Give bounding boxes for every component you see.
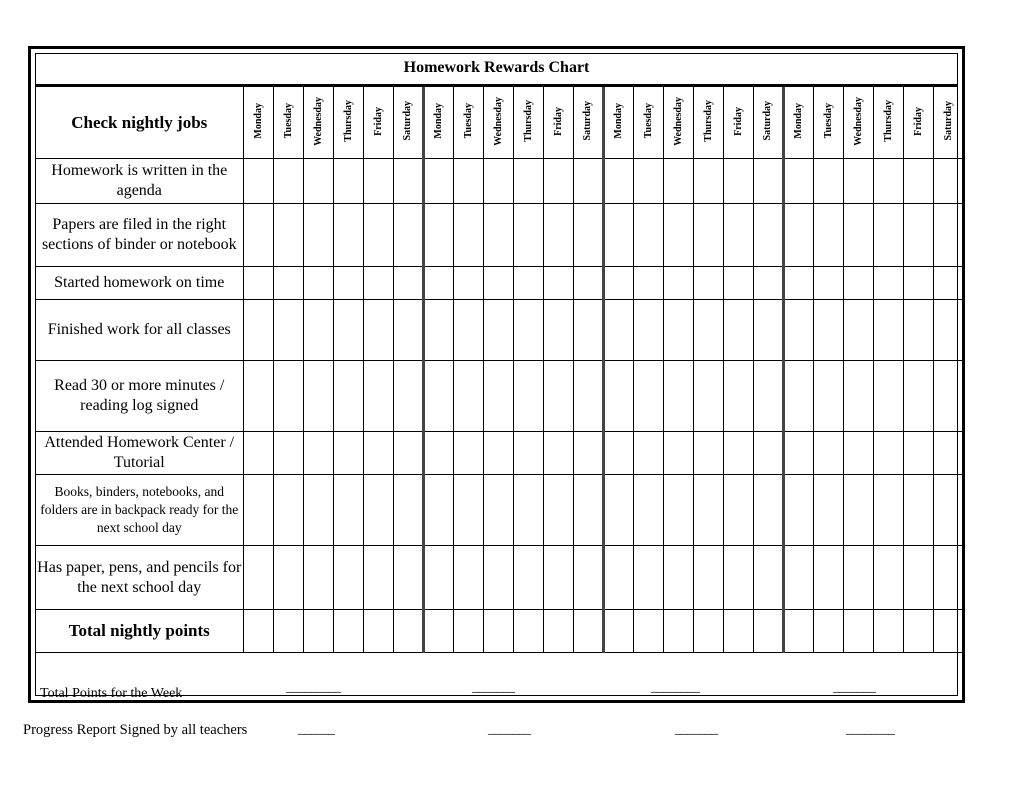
day-header-label: Monday <box>252 103 264 139</box>
check-cell[interactable] <box>243 432 273 475</box>
week-4-total-blank[interactable]: _______ <box>833 680 875 695</box>
day-header-label: Friday <box>732 106 744 136</box>
day-header-week3-monday <box>603 87 633 159</box>
check-cell[interactable] <box>783 204 813 267</box>
day-header-week2-friday <box>543 87 573 159</box>
check-cell[interactable] <box>783 475 813 546</box>
check-cell[interactable] <box>363 159 393 204</box>
check-cell[interactable] <box>903 546 933 610</box>
job-row <box>36 159 963 204</box>
check-cell[interactable] <box>303 475 333 546</box>
check-cell[interactable] <box>663 204 693 267</box>
check-cell[interactable] <box>843 475 873 546</box>
check-cell[interactable] <box>423 204 453 267</box>
check-cell[interactable] <box>753 361 783 432</box>
check-cell[interactable] <box>783 361 813 432</box>
check-cell[interactable] <box>543 204 573 267</box>
check-cell[interactable] <box>513 361 543 432</box>
chart-title: Homework Rewards Chart <box>36 54 957 87</box>
check-cell[interactable] <box>513 546 543 610</box>
check-cell[interactable] <box>813 475 843 546</box>
check-cell[interactable] <box>333 361 363 432</box>
check-cell[interactable] <box>483 204 513 267</box>
day-header-label: Tuesday <box>462 103 474 139</box>
check-cell[interactable] <box>513 300 543 361</box>
check-cell[interactable] <box>813 204 843 267</box>
check-cell[interactable] <box>723 204 753 267</box>
job-label: Books, binders, notebooks, and folders are in backpack ready for the next school day <box>36 475 243 546</box>
check-cell[interactable] <box>513 204 543 267</box>
check-cell[interactable] <box>273 610 303 653</box>
check-cell[interactable] <box>273 204 303 267</box>
check-cell[interactable] <box>573 361 603 432</box>
check-cell[interactable] <box>693 204 723 267</box>
check-cell[interactable] <box>243 475 273 546</box>
check-cell[interactable] <box>603 610 633 653</box>
check-cell[interactable] <box>243 267 273 300</box>
check-cell[interactable] <box>723 475 753 546</box>
check-cell[interactable] <box>513 610 543 653</box>
job-row <box>36 300 963 361</box>
day-header-row <box>36 87 963 159</box>
check-cell[interactable] <box>453 610 483 653</box>
check-cell[interactable] <box>933 546 963 610</box>
check-cell[interactable] <box>603 300 633 361</box>
check-cell[interactable] <box>333 432 363 475</box>
check-cell[interactable] <box>723 610 753 653</box>
check-cell[interactable] <box>483 610 513 653</box>
day-header-week4-saturday <box>933 87 963 159</box>
week-3-progress-blank[interactable]: _______ <box>675 722 717 737</box>
check-cell[interactable] <box>363 361 393 432</box>
check-cell[interactable] <box>423 267 453 300</box>
check-cell[interactable] <box>663 361 693 432</box>
check-cell[interactable] <box>603 204 633 267</box>
day-header-label: Monday <box>433 103 444 139</box>
check-cell[interactable] <box>303 546 333 610</box>
day-header-week3-friday <box>723 87 753 159</box>
check-cell[interactable] <box>453 475 483 546</box>
check-cell[interactable] <box>333 204 363 267</box>
check-cell[interactable] <box>243 204 273 267</box>
check-cell[interactable] <box>273 300 303 361</box>
check-cell[interactable] <box>903 204 933 267</box>
job-row <box>36 546 963 610</box>
day-header-week3-wednesday <box>663 87 693 159</box>
day-header-label: Friday <box>552 106 564 136</box>
check-cell[interactable] <box>453 432 483 475</box>
check-cell[interactable] <box>303 267 333 300</box>
check-cell[interactable] <box>273 361 303 432</box>
check-cell[interactable] <box>813 361 843 432</box>
check-cell[interactable] <box>513 475 543 546</box>
check-cell[interactable] <box>243 361 273 432</box>
check-cell[interactable] <box>543 432 573 475</box>
job-row <box>36 361 963 432</box>
check-cell[interactable] <box>483 300 513 361</box>
day-header-week2-saturday <box>573 87 603 159</box>
check-cell[interactable] <box>423 159 453 204</box>
check-cell[interactable] <box>723 267 753 300</box>
week-1-progress-blank[interactable]: ______ <box>298 722 334 737</box>
check-cell[interactable] <box>603 546 633 610</box>
job-label: Total nightly points <box>36 610 243 653</box>
day-header-week3-saturday <box>753 87 783 159</box>
check-cell[interactable] <box>723 159 753 204</box>
day-header-label: Wednesday <box>312 96 324 146</box>
check-cell[interactable] <box>423 300 453 361</box>
check-cell[interactable] <box>693 432 723 475</box>
check-cell[interactable] <box>753 159 783 204</box>
check-cell[interactable] <box>453 267 483 300</box>
check-cell[interactable] <box>513 159 543 204</box>
check-cell[interactable] <box>573 475 603 546</box>
day-header-label: Saturday <box>402 101 413 141</box>
check-cell[interactable] <box>753 267 783 300</box>
day-header-week1-wednesday <box>303 87 333 159</box>
day-header-label: Monday <box>613 103 624 139</box>
check-cell[interactable] <box>573 300 603 361</box>
check-cell[interactable] <box>903 432 933 475</box>
check-cell[interactable] <box>783 610 813 653</box>
check-cell[interactable] <box>873 610 903 653</box>
check-cell[interactable] <box>933 610 963 653</box>
check-cell[interactable] <box>933 204 963 267</box>
check-cell[interactable] <box>933 361 963 432</box>
check-cell[interactable] <box>363 204 393 267</box>
check-cell[interactable] <box>903 300 933 361</box>
check-cell[interactable] <box>693 475 723 546</box>
check-cell[interactable] <box>453 159 483 204</box>
check-cell[interactable] <box>723 361 753 432</box>
check-cell[interactable] <box>873 204 903 267</box>
chart-inner-frame <box>35 53 958 701</box>
day-header-label: Monday <box>793 103 804 139</box>
check-cell[interactable] <box>543 159 573 204</box>
check-cell[interactable] <box>333 610 363 653</box>
day-header-label: Wednesday <box>672 96 684 146</box>
check-cell[interactable] <box>393 267 423 300</box>
check-cell[interactable] <box>513 267 543 300</box>
check-cell[interactable] <box>753 610 783 653</box>
day-header-week4-thursday <box>873 87 903 159</box>
check-cell[interactable] <box>603 361 633 432</box>
check-cell[interactable] <box>303 361 333 432</box>
job-label: Started homework on time <box>36 267 243 300</box>
check-cell[interactable] <box>483 361 513 432</box>
check-cell[interactable] <box>843 432 873 475</box>
check-cell[interactable] <box>393 610 423 653</box>
check-cell[interactable] <box>873 361 903 432</box>
check-cell[interactable] <box>633 159 663 204</box>
day-header-label: Friday <box>372 106 384 136</box>
check-cell[interactable] <box>843 300 873 361</box>
check-cell[interactable] <box>843 361 873 432</box>
job-row <box>36 204 963 267</box>
check-cell[interactable] <box>603 267 633 300</box>
check-cell[interactable] <box>453 204 483 267</box>
job-label: Finished work for all classes <box>36 300 243 361</box>
check-cell[interactable] <box>663 300 693 361</box>
check-cell[interactable] <box>603 475 633 546</box>
check-cell[interactable] <box>813 610 843 653</box>
check-cell[interactable] <box>393 361 423 432</box>
check-cell[interactable] <box>333 159 363 204</box>
check-cell[interactable] <box>543 610 573 653</box>
day-header-week1-tuesday <box>273 87 303 159</box>
check-cell[interactable] <box>693 267 723 300</box>
day-header-label: Thursday <box>342 100 354 142</box>
check-cell[interactable] <box>933 432 963 475</box>
check-cell[interactable] <box>873 267 903 300</box>
check-cell[interactable] <box>693 159 723 204</box>
job-row <box>36 267 963 300</box>
check-cell[interactable] <box>633 267 663 300</box>
check-cell[interactable] <box>393 204 423 267</box>
day-header-label: Thursday <box>882 100 894 142</box>
job-row <box>36 432 963 475</box>
check-cell[interactable] <box>543 300 573 361</box>
check-cell[interactable] <box>603 159 633 204</box>
check-cell[interactable] <box>603 432 633 475</box>
check-cell[interactable] <box>753 432 783 475</box>
check-cell[interactable] <box>243 159 273 204</box>
check-cell[interactable] <box>483 432 513 475</box>
check-cell[interactable] <box>393 159 423 204</box>
day-header-week1-saturday <box>393 87 423 159</box>
check-cell[interactable] <box>633 610 663 653</box>
check-cell[interactable] <box>543 475 573 546</box>
day-header-week2-thursday <box>513 87 543 159</box>
day-header-label: Wednesday <box>852 96 864 146</box>
check-cell[interactable] <box>633 361 663 432</box>
day-header-label: Saturday <box>762 101 773 141</box>
check-cell[interactable] <box>693 546 723 610</box>
check-cell[interactable] <box>513 432 543 475</box>
job-label: Has paper, pens, and pencils for the next school day <box>36 546 243 610</box>
check-cell[interactable] <box>783 546 813 610</box>
check-cell[interactable] <box>813 159 843 204</box>
check-cell[interactable] <box>693 610 723 653</box>
progress-report-label: Progress Report Signed by all teachers <box>23 722 248 738</box>
day-header-label: Thursday <box>522 100 534 142</box>
check-cell[interactable] <box>273 159 303 204</box>
check-cell[interactable] <box>363 610 393 653</box>
check-cell[interactable] <box>663 432 693 475</box>
job-label: Attended Homework Center / Tutorial <box>36 432 243 475</box>
day-header-week4-friday <box>903 87 933 159</box>
check-cell[interactable] <box>333 475 363 546</box>
total-points-week-label: Total Points for the Week <box>40 686 183 701</box>
check-cell[interactable] <box>573 432 603 475</box>
check-cell[interactable] <box>363 475 393 546</box>
check-cell[interactable] <box>243 300 273 361</box>
check-cell[interactable] <box>543 267 573 300</box>
check-cell[interactable] <box>573 204 603 267</box>
check-cell[interactable] <box>423 432 453 475</box>
day-header-week3-thursday <box>693 87 723 159</box>
check-cell[interactable] <box>633 204 663 267</box>
day-header-week4-tuesday <box>813 87 843 159</box>
check-cell[interactable] <box>543 546 573 610</box>
check-cell[interactable] <box>903 610 933 653</box>
check-cell[interactable] <box>393 475 423 546</box>
check-cell[interactable] <box>693 361 723 432</box>
check-cell[interactable] <box>783 267 813 300</box>
check-nightly-jobs-header: Check nightly jobs <box>36 87 243 159</box>
check-cell[interactable] <box>633 475 663 546</box>
check-cell[interactable] <box>483 159 513 204</box>
day-header-week1-thursday <box>333 87 363 159</box>
check-cell[interactable] <box>783 159 813 204</box>
day-header-week2-tuesday <box>453 87 483 159</box>
check-cell[interactable] <box>423 361 453 432</box>
check-cell[interactable] <box>303 159 333 204</box>
check-cell[interactable] <box>873 300 903 361</box>
check-cell[interactable] <box>843 159 873 204</box>
check-cell[interactable] <box>573 546 603 610</box>
day-header-label: Friday <box>912 106 924 136</box>
check-cell[interactable] <box>813 267 843 300</box>
check-cell[interactable] <box>363 267 393 300</box>
check-cell[interactable] <box>663 475 693 546</box>
day-header-label: Wednesday <box>492 96 504 146</box>
check-cell[interactable] <box>723 432 753 475</box>
check-cell[interactable] <box>393 432 423 475</box>
check-cell[interactable] <box>633 546 663 610</box>
check-cell[interactable] <box>663 546 693 610</box>
check-cell[interactable] <box>753 300 783 361</box>
chart-sheet <box>28 46 965 703</box>
day-header-week2-wednesday <box>483 87 513 159</box>
check-cell[interactable] <box>303 300 333 361</box>
job-row <box>36 475 963 546</box>
day-header-label: Tuesday <box>282 103 294 139</box>
check-cell[interactable] <box>873 546 903 610</box>
day-header-label: Saturday <box>942 101 954 141</box>
check-cell[interactable] <box>543 361 573 432</box>
check-cell[interactable] <box>783 300 813 361</box>
check-cell[interactable] <box>393 300 423 361</box>
check-cell[interactable] <box>303 432 333 475</box>
total-points-week-row <box>36 672 957 701</box>
check-cell[interactable] <box>813 432 843 475</box>
check-cell[interactable] <box>933 300 963 361</box>
day-header-label: Saturday <box>582 101 593 141</box>
check-cell[interactable] <box>333 267 363 300</box>
check-cell[interactable] <box>453 546 483 610</box>
check-cell[interactable] <box>813 300 843 361</box>
day-header-week1-friday <box>363 87 393 159</box>
day-header-label: Tuesday <box>642 103 654 139</box>
check-cell[interactable] <box>483 475 513 546</box>
day-header-label: Tuesday <box>822 103 834 139</box>
check-cell[interactable] <box>723 546 753 610</box>
check-cell[interactable] <box>363 546 393 610</box>
job-label: Read 30 or more minutes / reading log signed <box>36 361 243 432</box>
check-cell[interactable] <box>273 546 303 610</box>
check-cell[interactable] <box>333 546 363 610</box>
check-cell[interactable] <box>393 546 423 610</box>
check-cell[interactable] <box>753 475 783 546</box>
check-cell[interactable] <box>453 300 483 361</box>
check-cell[interactable] <box>243 546 273 610</box>
check-cell[interactable] <box>573 610 603 653</box>
day-header-week4-monday <box>783 87 813 159</box>
day-header-label: Thursday <box>702 100 714 142</box>
job-label: Papers are filed in the right sections of binder or notebook <box>36 204 243 267</box>
day-header-week1-monday <box>243 87 273 159</box>
check-cell[interactable] <box>843 610 873 653</box>
check-cell[interactable] <box>693 300 723 361</box>
check-cell[interactable] <box>933 159 963 204</box>
check-cell[interactable] <box>303 610 333 653</box>
check-cell[interactable] <box>873 432 903 475</box>
check-cell[interactable] <box>273 267 303 300</box>
week-1-total-blank[interactable]: _________ <box>286 680 340 695</box>
check-cell[interactable] <box>483 267 513 300</box>
check-cell[interactable] <box>903 361 933 432</box>
check-cell[interactable] <box>783 432 813 475</box>
check-cell[interactable] <box>363 432 393 475</box>
check-cell[interactable] <box>873 159 903 204</box>
check-cell[interactable] <box>843 546 873 610</box>
check-cell[interactable] <box>423 610 453 653</box>
check-cell[interactable] <box>273 475 303 546</box>
check-cell[interactable] <box>903 267 933 300</box>
check-cell[interactable] <box>273 432 303 475</box>
check-cell[interactable] <box>633 432 663 475</box>
day-header-week2-monday <box>423 87 453 159</box>
check-cell[interactable] <box>663 159 693 204</box>
check-cell[interactable] <box>903 159 933 204</box>
check-cell[interactable] <box>483 546 513 610</box>
check-cell[interactable] <box>573 267 603 300</box>
day-header-week3-tuesday <box>633 87 663 159</box>
check-cell[interactable] <box>363 300 393 361</box>
check-cell[interactable] <box>333 300 363 361</box>
job-row <box>36 610 963 653</box>
week-3-total-blank[interactable]: ________ <box>651 680 699 695</box>
check-cell[interactable] <box>813 546 843 610</box>
check-cell[interactable] <box>453 361 483 432</box>
week-2-total-blank[interactable]: _______ <box>472 680 514 695</box>
check-cell[interactable] <box>303 204 333 267</box>
check-cell[interactable] <box>933 267 963 300</box>
check-cell[interactable] <box>243 610 273 653</box>
check-cell[interactable] <box>843 204 873 267</box>
check-cell[interactable] <box>633 300 663 361</box>
week-2-progress-blank[interactable]: _______ <box>488 722 530 737</box>
check-cell[interactable] <box>753 204 783 267</box>
day-header-week4-wednesday <box>843 87 873 159</box>
week-4-progress-blank[interactable]: ________ <box>846 722 894 737</box>
check-cell[interactable] <box>933 475 963 546</box>
check-cell[interactable] <box>753 546 783 610</box>
check-cell[interactable] <box>873 475 903 546</box>
check-cell[interactable] <box>903 475 933 546</box>
check-cell[interactable] <box>663 610 693 653</box>
check-cell[interactable] <box>843 267 873 300</box>
check-cell[interactable] <box>423 475 453 546</box>
rewards-grid <box>36 87 963 653</box>
check-cell[interactable] <box>423 546 453 610</box>
check-cell[interactable] <box>723 300 753 361</box>
check-cell[interactable] <box>573 159 603 204</box>
check-cell[interactable] <box>663 267 693 300</box>
job-label: Homework is written in the agenda <box>36 159 243 204</box>
